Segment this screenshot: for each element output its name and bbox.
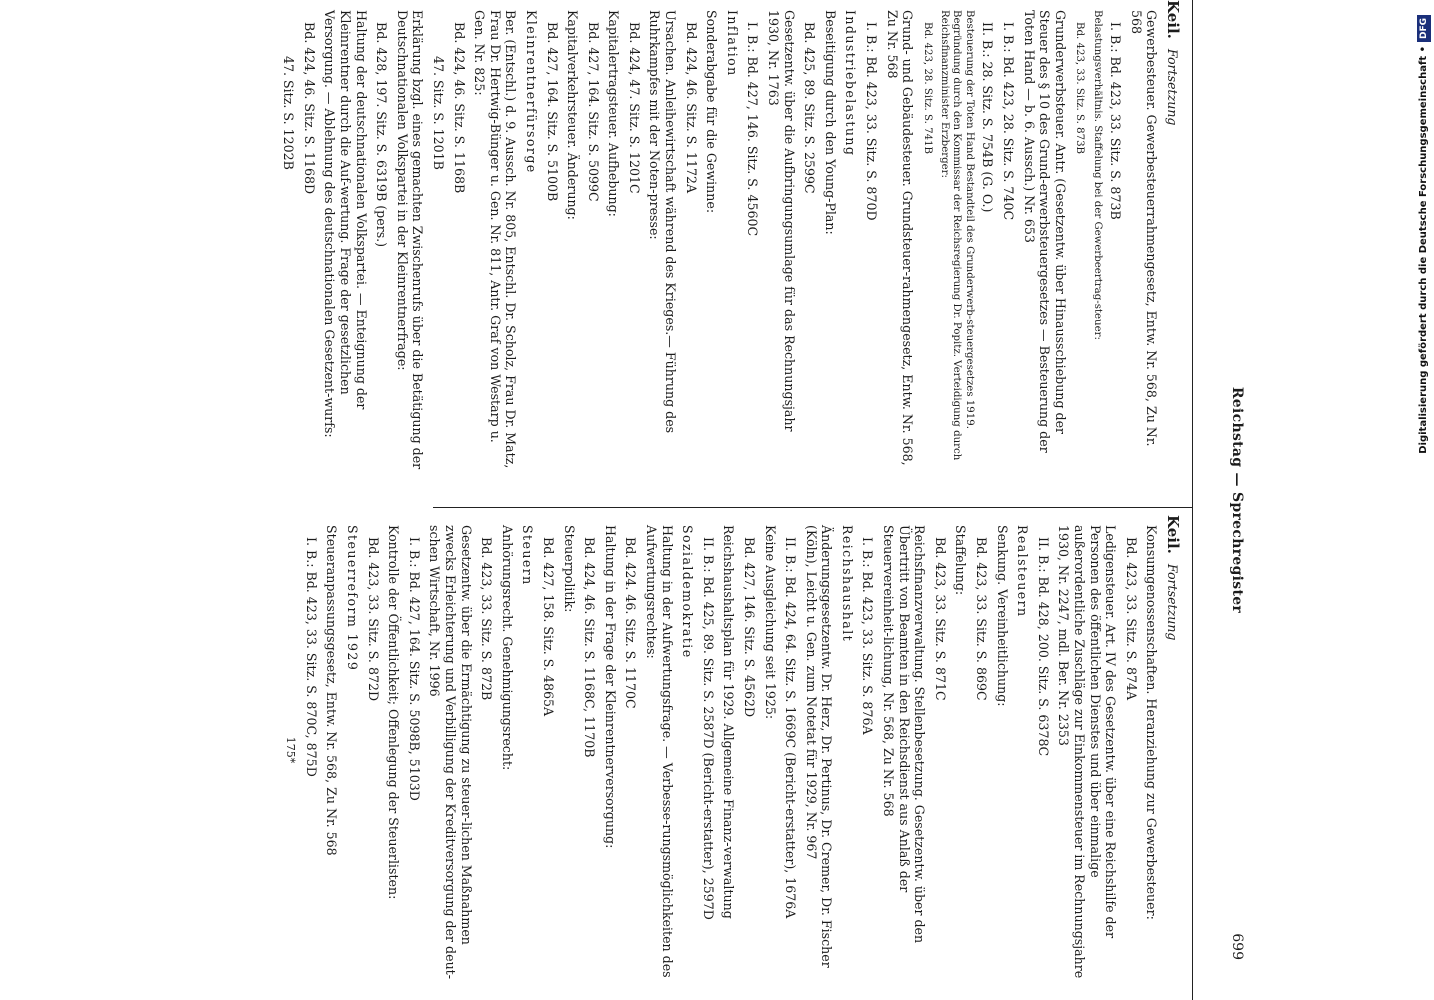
right-entry-line: Bd. 423, 33. Sitz. S. 872D xyxy=(365,537,381,702)
left-entry-line: II. B.: 28. Sitz. S. 754B (G. O.) xyxy=(980,22,996,213)
left-entry-line: I. B.: Bd. 423, 33. Sitz. S. 873B xyxy=(1108,22,1124,220)
left-cont-word: Fortsetzung xyxy=(1165,48,1180,126)
left-continuation xyxy=(1164,0,1180,470)
left-entry-line: Sonderabgabe für die Gewinne: xyxy=(704,10,720,214)
right-entry-line: II. B.: Bd. 424, 64. Sitz. S. 1669C (Bericht-erstatter), 1676A xyxy=(783,537,799,919)
left-entry-line: Belastungsverhältnis. Staffelung bei der Gewerbeertrag-steuer: xyxy=(1091,10,1103,340)
right-entry-line: II. B.: Bd. 425, 89. Sitz. S. 2587D (Bericht-erstatter), 2597D xyxy=(700,537,716,920)
right-entry-line: II. B.: Bd. 428, 200. Sitz. S. 6378C xyxy=(1035,537,1051,757)
right-entries xyxy=(303,515,1159,985)
right-entry-line: Haltung in der Frage der Kleinrentnerversorgung: xyxy=(602,525,618,849)
left-entry-line: Erklärung bzgl. eines gemachten Zwischenrufs über die Betätigung der Deutschnationalen Volkspartei in der Kleinrentnerfrage: xyxy=(394,10,426,470)
right-entry-line: Bd. 423, 33. Sitz. S. 872B xyxy=(479,537,495,701)
left-entry-line: Grund- und Gebäudesteuer. Grundsteuer-rahmengesetz, Entw. Nr. 568, Zu Nr. 568 xyxy=(884,10,916,466)
right-entry-line: Bd. 424, 46. Sitz. S. 1168C, 1170B xyxy=(582,537,598,758)
right-entry-line: Keine Ausgleichung seit 1925: xyxy=(762,525,778,720)
right-entry-line: Reichshaushalt xyxy=(839,525,855,643)
right-entry-line: Sozialdemokratie xyxy=(680,525,696,659)
sidebar-caption xyxy=(1413,5,1434,995)
left-entry-line: I. B.: Bd. 423, 28. Sitz. S. 740C xyxy=(1001,22,1017,221)
dfg-logo: DFG xyxy=(1417,15,1431,42)
sidebar-text: Digitalisierung gefördert durch die Deutsche Forschungsgemeinschaft • xyxy=(1418,46,1429,454)
right-entry-line: Ledigensteuer. Art. IV des Gesetzentw. über eine Reichshilfe der Personen des öffentlichen Dienstes und über einmalige außerordentliche Zuschläge zur Einkommensteuer im Rechnungsjahre 1930, Nr. 2247, mdl. Ber. Nr. 2353 xyxy=(1056,525,1119,979)
left-entry-line: Bd. 423, 28. Sitz. S. 741B xyxy=(921,22,933,155)
right-entry-line: Steuerreform 1929 xyxy=(345,525,361,672)
right-entry-line: I. B.: Bd. 423, 33. Sitz. S. 876A xyxy=(860,537,876,735)
left-entry-line: Kleinrentnerfürsorge xyxy=(523,10,539,174)
left-entry-line: Bd. 424, 47. Sitz. S. 1201C xyxy=(626,22,642,194)
right-entry-line: Reichshaushaltsplan für 1929. Allgemeine Finanz-verwaltung xyxy=(721,525,737,919)
right-entry-line: Konsumgenossenschaften. Heranziehung zur Gewerbesteuer: xyxy=(1144,525,1160,920)
left-entry-line: Haltung der deutschnationalen Volkspartei. — Enteignung der Kleinrentner durch die Auf-wertung. Frage der gesetzlichen Versorgung. — Ablehnung des deutschnationalen Gesetzent-wurfs: xyxy=(322,10,369,438)
right-entry-line: Anhörungsrecht. Genehmigungsrecht: xyxy=(499,525,515,771)
left-entry-line: I. B.: Bd. 423, 33. Sitz. S. 870D xyxy=(864,22,880,221)
left-entry-line: Bd. 427, 164. Sitz. S. 5100B xyxy=(544,22,560,202)
right-entry-line: I. B.: Bd. 427, 164. Sitz. S. 5098B, 5103D xyxy=(406,537,422,801)
left-entry-line: Gewerbesteuer. Gewerbesteuerrahmengesetz, Entw. Nr. 568, Zu Nr. 568 xyxy=(1128,10,1160,447)
left-entry-line: Inflation xyxy=(724,10,740,77)
header-rule xyxy=(1192,0,1193,1000)
right-entry-line: Gesetzentw. über die Ermächtigung zu steuer-lichen Maßnahmen zwecks Erleichterung und Verbilligung der Kreditversorgung der deut-schen Wirtschaft, Nr. 1996 xyxy=(427,525,474,979)
right-entry-line: Bd. 427, 146. Sitz. S. 4562D xyxy=(741,537,757,718)
page-number: 699 xyxy=(1229,933,1245,960)
left-entry-line: Kapitalertragsteuer. Aufhebung: xyxy=(606,10,622,217)
right-entry-line: Steuern xyxy=(520,525,536,586)
left-entry-line: I. B.: Bd. 427, 146. Sitz. S. 4560C xyxy=(745,22,761,237)
right-entry-line: Steueranpassungsgesetz, Entw. Nr. 568, Zu Nr. 568 xyxy=(324,525,340,856)
left-entry-line: Bd. 424, 46. Sitz. S. 1168D xyxy=(301,22,317,195)
right-cont-word: Fortsetzung xyxy=(1165,563,1180,641)
right-entry-line: Bd. 423, 33. Sitz. S. 871C xyxy=(932,537,948,701)
left-entry-line: Bd. 424, 46. Sitz. S. 1168B xyxy=(451,22,467,194)
left-entry-line: 47. Sitz. S. 1202B xyxy=(281,56,297,170)
left-entry-line: Beseitigung durch den Young-Plan: xyxy=(822,10,838,235)
digitization-sidebar xyxy=(1413,5,1434,995)
right-entry-line: Bd. 423, 33. Sitz. S. 869C xyxy=(974,537,990,701)
left-entry-line: Ursachen. Anleihewirtschaft während des Krieges.— Führung des Ruhrkampfes mit der Noten-presse: xyxy=(647,10,679,434)
left-entry-line: Industriebelastung xyxy=(843,10,859,157)
left-entry-line: Bd. 423, 33. Sitz. S. 873B xyxy=(1074,22,1086,155)
column-rule xyxy=(433,507,1193,508)
right-entry-line: Steuerpolitik: xyxy=(561,525,577,613)
left-entries xyxy=(281,0,1160,470)
right-entry-line: Senkung. Vereinheitlichung: xyxy=(994,525,1010,707)
right-continuation xyxy=(1164,515,1180,985)
rotated-page xyxy=(5,0,1305,1000)
right-entry-line: Bd. 423, 33. Sitz. S. 874A xyxy=(1123,537,1139,701)
left-entry-line: Kapitalverkehrsteuer. Änderung: xyxy=(565,10,581,220)
left-entry-line: Bd. 425, 89. Sitz. S. 2599C xyxy=(802,22,818,194)
right-column xyxy=(283,515,1180,985)
left-entry-line: Bd. 427, 164. Sitz. S. 5099C xyxy=(585,22,601,202)
signature-mark: 175* xyxy=(284,736,298,764)
right-entry-line: Staffelung: xyxy=(953,525,969,596)
left-column xyxy=(276,0,1180,470)
left-entry-line: Ber. (Entschl.) d. 9. Aussch. Nr. 805, Entschl. Dr. Scholz, Frau Dr. Matz, Frau Dr. Hertwig-Bünger u. Gen. Nr. 811, Antr. Graf von Westarp u. Gen. Nr. 825: xyxy=(472,10,519,469)
left-entry-line: Gesetzentw. über die Aufbringungsumlage für das Rechnungsjahr 1930, Nr. 1763 xyxy=(766,10,797,432)
left-entry-line: Bd. 428, 197. Sitz. S. 6319B (pers.) xyxy=(374,22,390,248)
left-entry-line: Besteuerung der Toten Hand Bestandteil des Grunderwerb-steuergesetzes 1919. Begründung durch den Kommissar der Reichsregierung Dr. Popitz. Verteidigung durch Reichsfinanzminister Erzberger: xyxy=(939,10,975,461)
left-entry-line: 47. Sitz. S. 1201B xyxy=(430,56,446,170)
right-entry-line: I. B.: Bd. 423, 33. Sitz. S. 870C, 875D xyxy=(303,537,319,777)
right-entry-line: Änderungsgesetzentw. Dr. Herz, Dr. Pertinus, Dr. Cremer, Dr. Fischer (Köln), Leicht u. Gen. zum Notetat für 1929, Nr. 967 xyxy=(803,525,835,968)
right-cont-label: Keil. xyxy=(1164,515,1182,554)
left-cont-label: Keil. xyxy=(1164,0,1182,39)
right-entry-line: Haltung in der Aufwertungsfrage. — Verbesse-rungsmöglichkeiten des Aufwertungsrechtes: xyxy=(643,525,675,978)
right-entry-line: Reichsfinanzverwaltung. Stellenbesetzung. Gesetzentw. über den Übertritt von Beamten in den Reichsdienst aus Anlaß der Steuervereinheit-lichung, Nr. 568, Zu Nr. 568 xyxy=(881,525,928,944)
page-header xyxy=(1225,0,1245,1000)
left-entry-line: Grunderwerbsteuer. Antr. (Gesetzentw. über Hinausschiebung der Steuer des § 10 des Grund-erwerbsteuergesetzes — Besteuerung der Toten Hand — b. 6. Aussch.) Nr. 653 xyxy=(1021,10,1068,453)
right-entry-line: Realsteuern xyxy=(1015,525,1031,618)
page-title: Reichstag — Sprechregister xyxy=(1229,386,1245,614)
right-entry-line: Kontrolle der Öffentlichkeit; Offenlegung der Steuerlisten: xyxy=(386,525,402,900)
right-entry-line: Bd. 427, 158. Sitz. S. 4865A xyxy=(541,537,556,717)
right-entry-line: Bd. 424. 46. Sitz. S. 1170C xyxy=(623,537,639,709)
left-entry-line: Bd. 424, 46. Sitz. S. 1172A xyxy=(683,22,699,194)
